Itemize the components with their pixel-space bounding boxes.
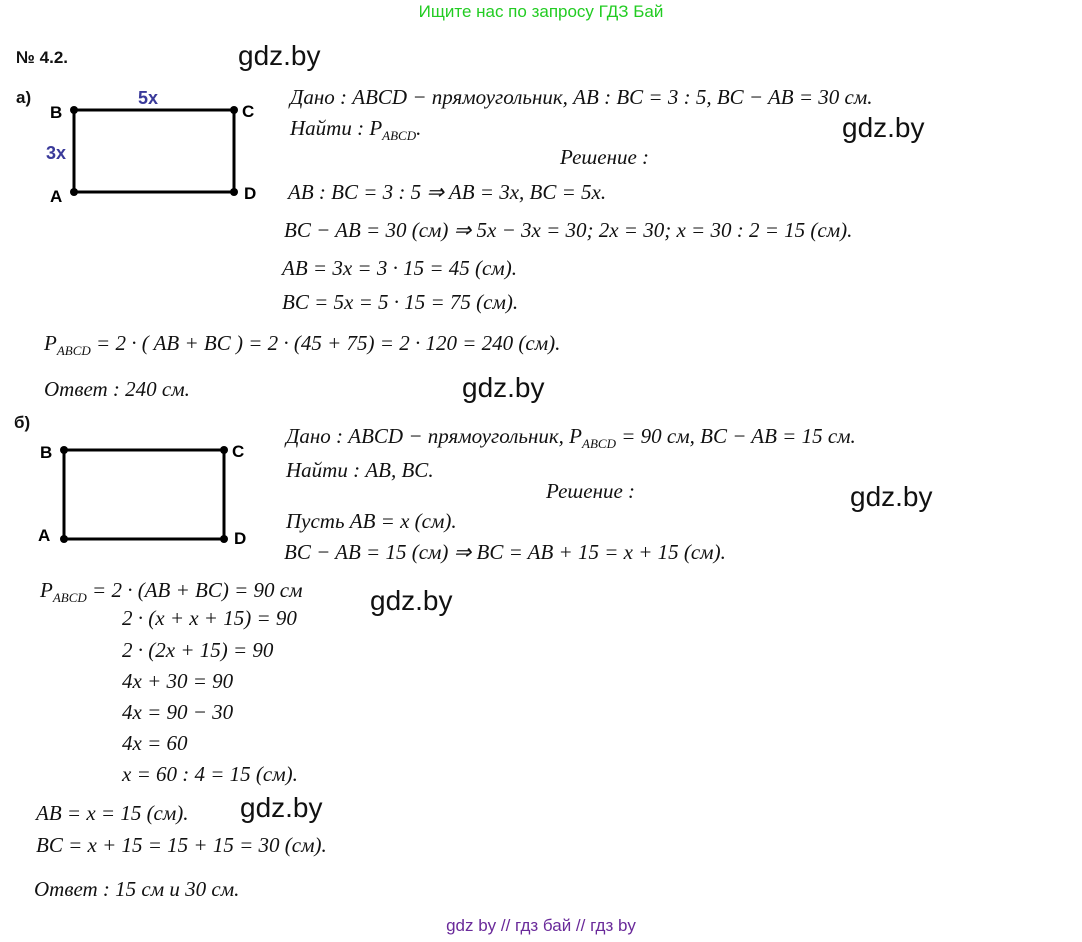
solution-heading-a: Решение : — [560, 145, 650, 169]
solution-line: BC − AB = 15 (см) ⇒ BC = AB + 15 = x + 15 (см). — [284, 540, 726, 564]
vertex-a-label: A — [50, 187, 63, 206]
vertex-d-label: D — [244, 184, 257, 203]
given-b: Дано : ABCD − прямоугольник, $P_{ABCD} = 90$ см, BC − AB = 15 см. — [286, 424, 856, 452]
search-hint-banner: Ищите нас по запросу ГДЗ Бай — [418, 2, 664, 21]
solution-line: BC = 5x = 5 · 15 = 75 (см). — [282, 290, 519, 314]
answer-b: Ответ : 15 см и 30 см. — [34, 877, 240, 901]
equation-step: 4x + 30 = 90 — [122, 669, 234, 693]
part-b-label: б) — [14, 413, 31, 432]
part-a-label: а) — [16, 88, 32, 107]
rectangle-b — [64, 450, 224, 539]
solution-heading-b: Решение : — [546, 479, 636, 503]
watermark: gdz.by — [240, 792, 323, 823]
vertex-c-dot — [230, 106, 238, 114]
vertex-c-label: C — [232, 442, 245, 461]
watermark: gdz.by — [842, 112, 925, 143]
problem-number: № 4.2. — [16, 48, 69, 67]
vertex-d-dot — [220, 535, 228, 543]
equation-step: 4x = 60 — [122, 731, 188, 755]
find-a: Найти : $P_{ABCD}$. — [290, 116, 422, 144]
answer-a: Ответ : 240 см. — [44, 377, 190, 401]
watermark: gdz.by — [370, 585, 453, 616]
vertex-c-label: C — [242, 102, 255, 121]
vertex-b-label: B — [40, 443, 53, 462]
solution-line: BC − AB = 30 (см) ⇒ 5x − 3x = 30; 2x = 30; x = 30 : 2 = 15 (см). — [284, 218, 853, 242]
vertex-a-label: A — [38, 526, 51, 545]
side-bc-label: 5x — [138, 88, 159, 108]
watermark: gdz.by — [238, 40, 321, 71]
vertex-b-label: B — [50, 103, 63, 122]
result-line: AB = x = 15 (см). — [36, 801, 189, 825]
find-b: Найти : AB, BC. — [286, 458, 434, 482]
equation-step: 4x = 90 − 30 — [122, 700, 234, 724]
equation-step: 2 · (2x + 15) = 90 — [122, 638, 274, 662]
vertex-d-label: D — [234, 529, 247, 548]
rectangle-figure-a — [40, 86, 270, 212]
watermark: gdz.by — [462, 372, 545, 403]
vertex-a-dot — [70, 188, 78, 196]
vertex-b-dot — [60, 446, 68, 454]
vertex-b-dot — [70, 106, 78, 114]
equation-step: 2 · (x + x + 15) = 90 — [122, 606, 297, 630]
solution-line: AB = 3x = 3 · 15 = 45 (см). — [282, 256, 517, 280]
given-a: Дано : ABCD − прямоугольник, AB : BC = 3 : 5, BC − AB = 30 см. — [290, 85, 873, 109]
equation-step: x = 60 : 4 = 15 (см). — [122, 762, 298, 786]
perimeter-line-a: $P_{ABCD} = 2$ · ( AB + BC ) = 2 · (45 + 75) = 2 · 120 = 240 (см). — [44, 331, 561, 359]
footer-links: gdz by // гдз бай // гдз by — [446, 916, 636, 935]
side-ab-label: 3x — [46, 143, 67, 163]
vertex-d-dot — [230, 188, 238, 196]
vertex-c-dot — [220, 446, 228, 454]
solution-line: Пусть AB = x (см). — [286, 509, 457, 533]
solution-line: AB : BC = 3 : 5 ⇒ AB = 3x, BC = 5x. — [288, 180, 607, 204]
rectangle-figure-b — [30, 426, 260, 556]
perimeter-line-b: $P_{ABCD} = 2 \cdot (AB + BC) = 90$ см — [40, 578, 303, 606]
watermark: gdz.by — [850, 481, 933, 512]
result-line: BC = x + 15 = 15 + 15 = 30 (см). — [36, 833, 327, 857]
vertex-a-dot — [60, 535, 68, 543]
rectangle-a — [74, 110, 234, 192]
